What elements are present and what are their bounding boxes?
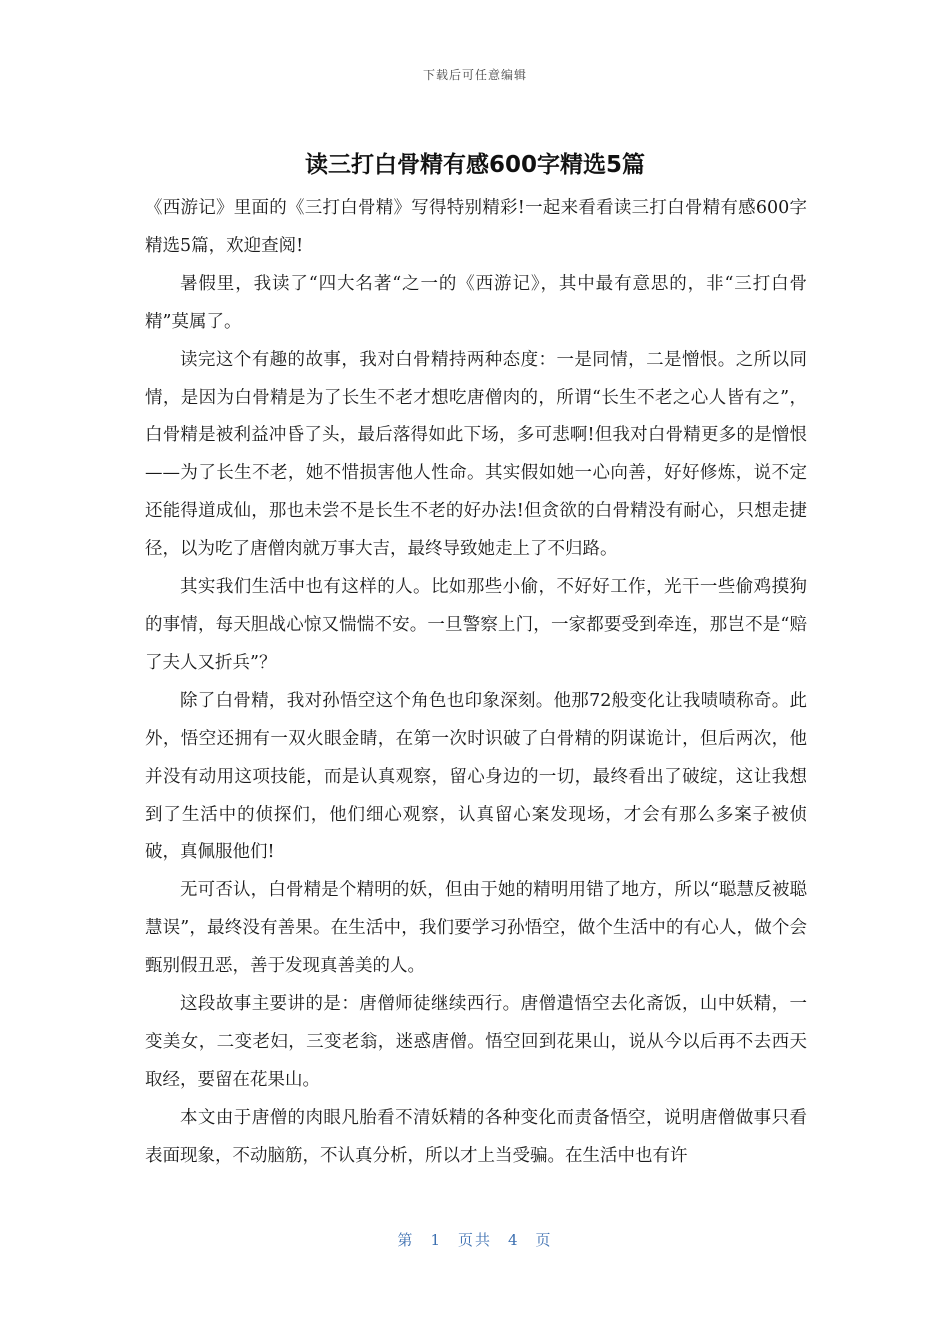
- total-pages-number: 4: [508, 1231, 520, 1249]
- page-label-prefix: 第: [397, 1231, 415, 1249]
- page-footer: [0, 1229, 950, 1250]
- page-label-suffix: 页: [535, 1231, 553, 1249]
- paragraph: 这段故事主要讲的是：唐僧师徒继续西行。唐僧遣悟空去化斋饭，山中妖精，一变美女，二变老妇，三变老翁，迷惑唐僧。悟空回到花果山，说从今以后再不去西天取经，要留在花果山。: [145, 994, 807, 1090]
- paragraph: 本文由于唐僧的肉眼凡胎看不清妖精的各种变化而责备悟空，说明唐僧做事只看表面现象，不动脑筋，不认真分析，所以才上当受骗。在生活中也有许: [145, 1107, 807, 1166]
- document-title: 读三打白骨精有感600字精选5篇: [304, 152, 645, 178]
- page-label-middle: 页共: [457, 1231, 492, 1249]
- paragraph: 读完这个有趣的故事，我对白骨精持两种态度：一是同情，二是憎恨。之所以同情，是因为白骨精是为了长生不老才想吃唐僧肉的，所谓“长生不老之心人皆有之”，白骨精是被利益冲昏了头，最后落得如此下场，多可悲啊!但我对白骨精更多的是憎恨——为了长生不老，她不惜损害他人性命。其实假如她一心向善，好好修炼，说不定还能得道成仙，那也未尝不是长生不老的好办法!但贪欲的白骨精没有耐心，只想走捷径，以为吃了唐僧肉就万事大吉，最终导致她走上了不归路。: [145, 349, 807, 560]
- paragraph: 除了白骨精，我对孙悟空这个角色也印象深刻。他那72般变化让我啧啧称奇。此外，悟空还拥有一双火眼金睛，在第一次时识破了白骨精的阴谋诡计，但后两次，他并没有动用这项技能，而是认真观察，留心身边的一切，最终看出了破绽，这让我想到了生活中的侦探们，他们细心观察，认真留心案发现场，才会有那么多案子被侦破，真佩服他们!: [145, 690, 807, 863]
- header-note: 下载后可任意编辑: [422, 68, 527, 82]
- paragraph: 暑假里，我读了“四大名著“之一的《西游记》，其中最有意思的，非“三打白骨精”莫属了。: [145, 273, 807, 332]
- current-page-number: 1: [430, 1231, 442, 1249]
- paragraph: 其实我们生活中也有这样的人。比如那些小偷，不好好工作，光干一些偷鸡摸狗的事情，每天胆战心惊又惴惴不安。一旦警察上门，一家都要受到牵连，那岂不是“赔了夫人又折兵”？: [145, 577, 807, 673]
- paragraph: 无可否认，白骨精是个精明的妖，但由于她的精明用错了地方，所以“聪慧反被聪慧误”，最终没有善果。在生活中，我们要学习孙悟空，做个生活中的有心人，做个会甄别假丑恶，善于发现真善美的人。: [145, 880, 807, 977]
- paragraph-intro: 《西游记》里面的《三打白骨精》写得特别精彩!一起来看看读三打白骨精有感600字精选5篇，欢迎查阅!: [145, 198, 807, 256]
- document-body: [145, 190, 807, 1176]
